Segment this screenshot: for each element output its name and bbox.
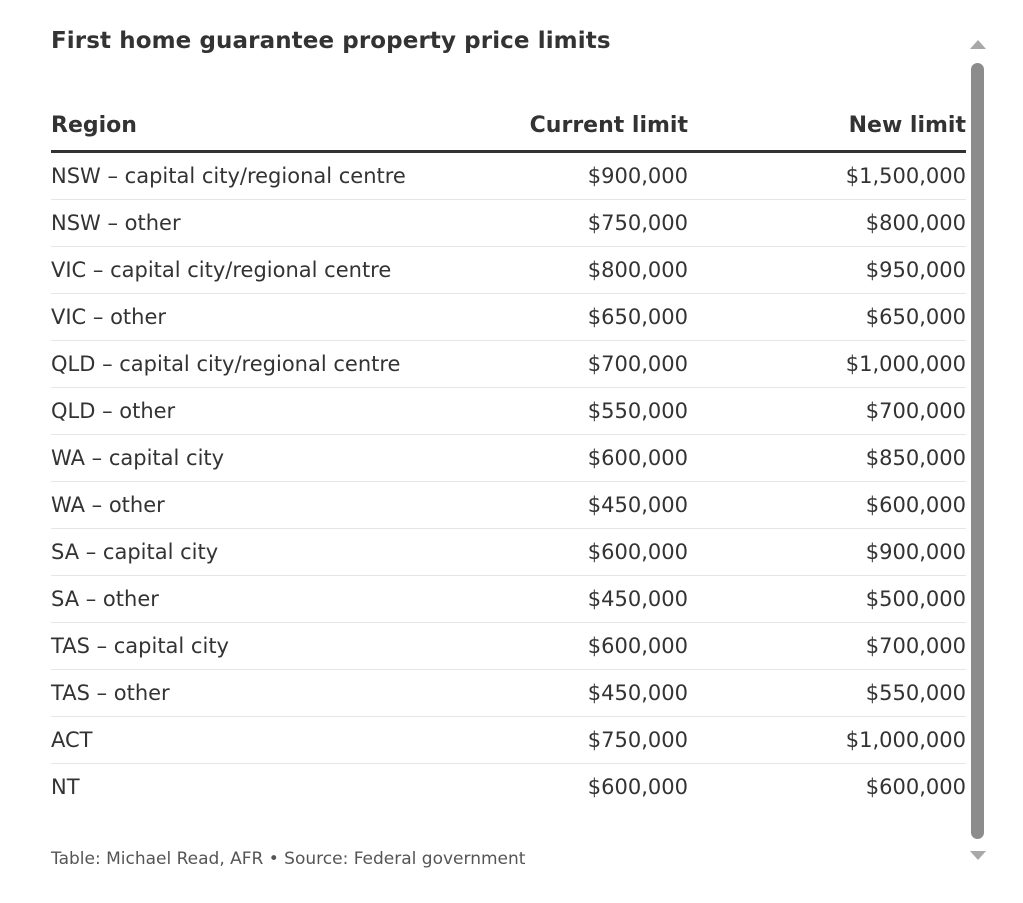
- vertical-scrollbar[interactable]: [966, 30, 988, 870]
- cell-new-limit: $600,000: [865, 775, 966, 799]
- cell-new-limit: $1,500,000: [688, 152, 966, 200]
- table-footer-credit: Table: Michael Read, AFR • Source: Federal government: [51, 849, 526, 869]
- cell-region: WA – capital city: [51, 435, 453, 482]
- cell-current-limit: $600,000: [453, 529, 688, 576]
- column-header-current-limit: Current limit: [453, 100, 688, 152]
- cell-current-limit: $750,000: [453, 200, 688, 247]
- table-row: [51, 764, 966, 811]
- cell-new-limit: $700,000: [688, 623, 966, 670]
- cell-region: NT: [51, 775, 80, 799]
- cell-new-limit: $1,000,000: [688, 341, 966, 388]
- cell-region: ACT: [51, 717, 453, 764]
- column-header-region: Region: [51, 100, 453, 152]
- cell-region: NSW – capital city/regional centre: [51, 152, 453, 200]
- cell-current-limit: $450,000: [453, 670, 688, 717]
- cell-new-limit: $650,000: [688, 294, 966, 341]
- cell-region: SA – other: [51, 576, 453, 623]
- cell-current-limit: $650,000: [453, 294, 688, 341]
- cell-current-limit: $450,000: [453, 576, 688, 623]
- cell-new-limit: $800,000: [688, 200, 966, 247]
- header-row: [51, 100, 966, 152]
- table-title: First home guarantee property price limits: [51, 28, 611, 54]
- cell-region: TAS – other: [51, 670, 453, 717]
- cell-new-limit: $550,000: [688, 670, 966, 717]
- cell-region: TAS – capital city: [51, 623, 453, 670]
- cell-region: QLD – capital city/regional centre: [51, 341, 453, 388]
- table-row: [51, 435, 966, 482]
- table-row: [51, 200, 966, 247]
- cell-new-limit: $850,000: [688, 435, 966, 482]
- table-row: [51, 482, 966, 529]
- cell-new-limit: $500,000: [688, 576, 966, 623]
- cell-current-limit: $900,000: [453, 152, 688, 200]
- cell-current-limit: $800,000: [453, 247, 688, 294]
- cell-region: VIC – other: [51, 294, 453, 341]
- cell-new-limit: $950,000: [688, 247, 966, 294]
- cell-current-limit: $750,000: [453, 717, 688, 764]
- price-limits-table: [51, 100, 966, 810]
- table-row: [51, 670, 966, 717]
- table-row: [51, 623, 966, 670]
- column-header-new-limit: New limit: [688, 100, 966, 152]
- cell-current-limit: $700,000: [453, 341, 688, 388]
- table-row: [51, 576, 966, 623]
- cell-current-limit: $600,000: [453, 623, 688, 670]
- table-row: [51, 388, 966, 435]
- cell-new-limit: $600,000: [688, 482, 966, 529]
- triangle-up-icon[interactable]: [970, 40, 986, 49]
- cell-region: VIC – capital city/regional centre: [51, 247, 453, 294]
- cell-new-limit: $700,000: [688, 388, 966, 435]
- table-row: [51, 717, 966, 764]
- cell-current-limit: $550,000: [453, 388, 688, 435]
- table-body: [51, 152, 966, 811]
- cell-region: QLD – other: [51, 388, 453, 435]
- cell-region: WA – other: [51, 482, 453, 529]
- cell-region: SA – capital city: [51, 529, 453, 576]
- triangle-down-icon[interactable]: [970, 851, 986, 860]
- scrollbar-thumb[interactable]: [971, 63, 984, 839]
- cell-current-limit: $450,000: [453, 482, 688, 529]
- table-row: [51, 294, 966, 341]
- table-row: [51, 247, 966, 294]
- cell-new-limit: $900,000: [688, 529, 966, 576]
- table-row: [51, 529, 966, 576]
- cell-region: NSW – other: [51, 200, 453, 247]
- cell-current-limit: $600,000: [587, 775, 688, 799]
- table-container: [51, 100, 966, 810]
- cell-current-limit: $600,000: [453, 435, 688, 482]
- cell-new-limit: $1,000,000: [688, 717, 966, 764]
- table-row: [51, 152, 966, 200]
- table-row: [51, 341, 966, 388]
